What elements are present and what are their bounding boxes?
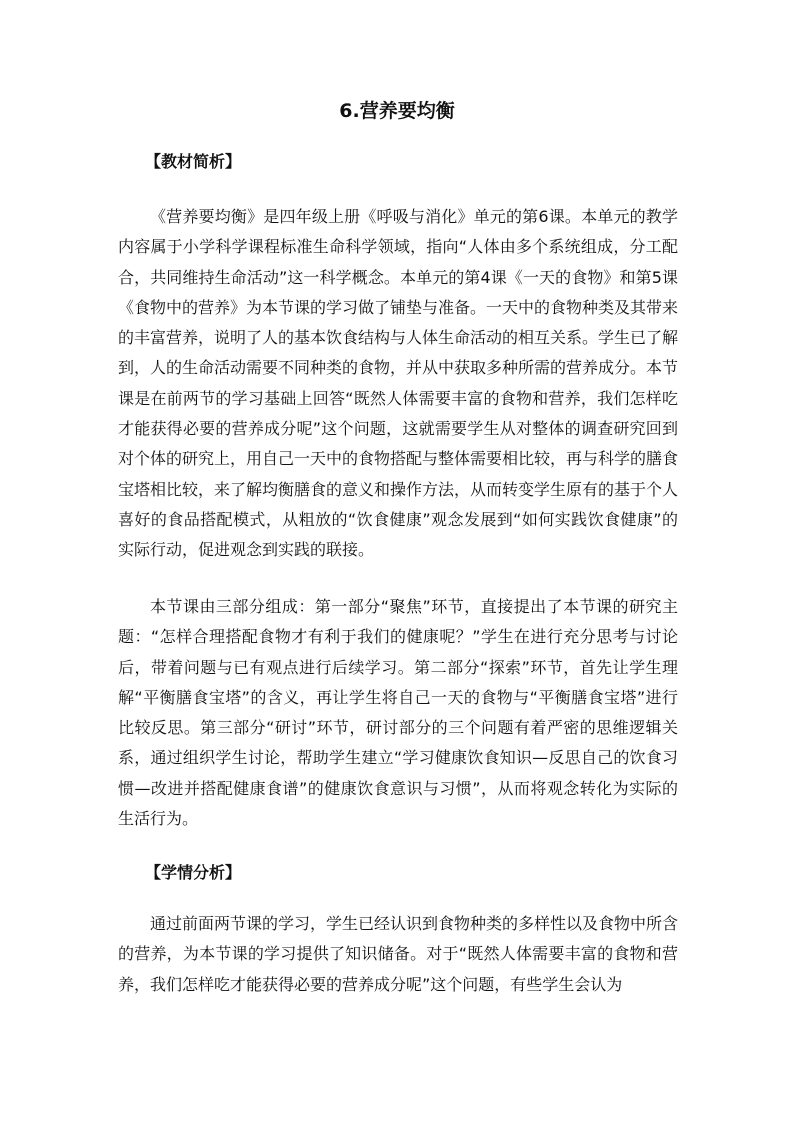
paragraph-textbook-analysis-1: 《营养要均衡》是四年级上册《呼吸与消化》单元的第6课。本单元的教学内容属于小学科学课程标准生命科学领域，指向“人体由多个系统组成，分工配合，共同维持生命活动”这一科学概念。本单元的第4课《一天的食物》和第5课《食物中的营养》为本节课的学习做了铺垫与准备。一天中的食物种类及其带来的丰富营养，说明了人的基本饮食结构与人体生命活动的相互关系。学生已了解到，人的生命活动需要不同种类的食物，并从中获取多种所需的营养成分。本节课是在前两节的学习基础上回答“既然人体需要丰富的食物和营养，我们怎样吃才能获得必要的营养成分呢”这个问题，这就需要学生从对整体的调查研究回到对个体的研究上，用自己一天中的食物搭配与整体需要相比较，再与科学的膳食宝塔相比较，来了解均衡膳食的意义和操作方法，从而转变学生原有的基于个人喜好的食品搭配模式，从粗放的“饮食健康”观念发展到“如何实践饮食健康”的实际行动，促进观念到实践的联接。 — [118, 207, 679, 560]
section-heading-learner-analysis: 【学情分析】 — [145, 863, 242, 882]
section-heading-textbook-analysis: 【教材简析】 — [145, 152, 242, 171]
page-title: 6.营养要均衡 — [339, 100, 455, 122]
paragraph-learner-analysis-1: 通过前面两节课的学习，学生已经认识到食物种类的多样性以及食物中所含的营养，为本节课的学习提供了知识储备。对于“既然人体需要丰富的食物和营养，我们怎样吃才能获得必要的营养成分呢”这个问题，有些学生会认为 — [118, 914, 679, 994]
paragraph-textbook-analysis-2: 本节课由三部分组成：第一部分“聚焦”环节，直接提出了本节课的研究主题：“怎样合理搭配食物才有利于我们的健康呢？”学生在进行充分思考与讨论后，带着问题与已有观点进行后续学习。第二部分“探索”环节，首先让学生理解“平衡膳食宝塔”的含义，再让学生将自己一天的食物与“平衡膳食宝塔”进行比较反思。第三部分“研讨”环节，研讨部分的三个问题有着严密的思维逻辑关系，通过组织学生讨论，帮助学生建立“学习健康饮食知识—反思自己的饮食习惯—改进并搭配健康食谱”的健康饮食意识与习惯”，从而将观念转化为实际的生活行为。 — [118, 597, 678, 829]
